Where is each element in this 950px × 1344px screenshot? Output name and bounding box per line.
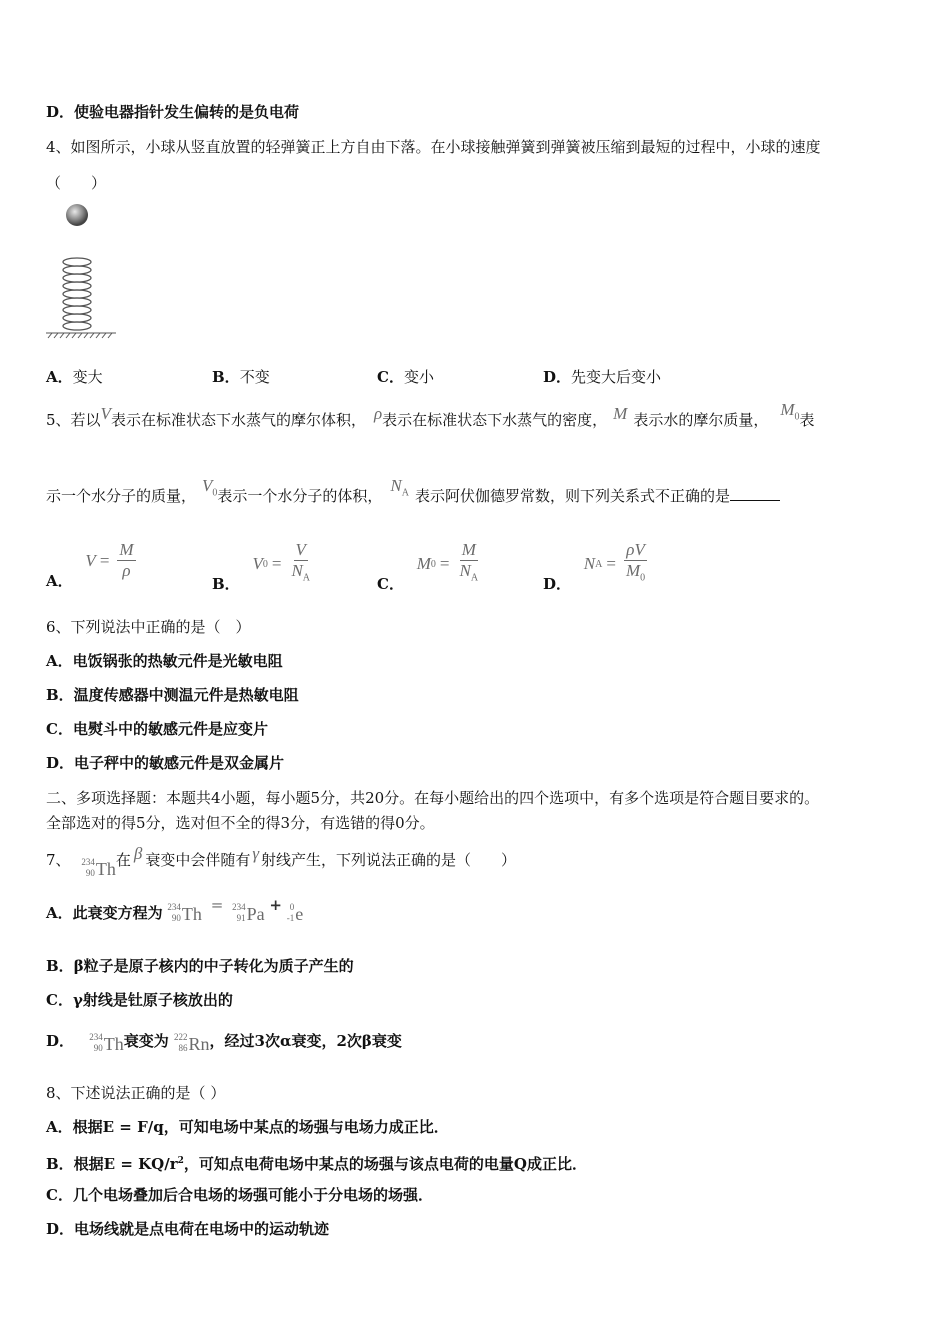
q7-option-c[interactable]: C．γ射线是钍原子核放出的 xyxy=(46,991,233,1009)
section2-heading-line1: 二、多项选择题：本题共4小题，每小题5分，共20分。在每小题给出的四个选项中，有多个选项是符合题目要求的。 xyxy=(46,789,820,807)
q8-option-c[interactable]: C．几个电场叠加后合电场的场强可能小于分电场的场强． xyxy=(46,1186,433,1204)
q4-stem: 4、如图所示，小球从竖直放置的轻弹簧正上方自由下落。在小球接触弹簧到弹簧被压缩到最短的过程中，小球的速度 xyxy=(46,138,821,156)
q5-option-d[interactable]: D． N A = $\frac{\rho V}{M_0}$ xyxy=(543,540,646,594)
q4-option-c[interactable]: C．变小 xyxy=(377,368,434,386)
q5-option-a[interactable]: A． V = $\frac{M}{\rho}$ xyxy=(46,540,134,590)
symbol-m0: $M_0$ xyxy=(780,400,800,423)
nuclide-th-d: 234 90 Th xyxy=(89,1032,124,1054)
q6-option-d[interactable]: D．电子秤中的敏感元件是双金属片 xyxy=(46,754,285,772)
q4-options xyxy=(46,366,766,390)
q6-stem: 6、下列说法中正确的是（ ） xyxy=(46,618,251,636)
q5-stem-line1: 5、若以V表示在标准状态下水蒸气的摩尔体积， ρ表示在标准状态下水蒸气的密度， M 表示水的摩尔质量，$M_0$表 xyxy=(46,400,815,429)
nuclide-rn: 222 86 Rn xyxy=(174,1032,210,1054)
ground-icon xyxy=(46,333,116,338)
q8-option-b[interactable]: B．根据$E = KQ/r^2$，可知点电荷电场中某点的场强与该点电荷的电量Q成正比． xyxy=(46,1155,587,1173)
q8-option-a[interactable]: A．根据E = F/q，可知电场中某点的场强与电场力成正比． xyxy=(46,1118,449,1136)
q7-stem: 7、 234 90 Th 在 β 衰变中会伴随有 γ 射线产生，下列说法正确的是（ ） xyxy=(46,846,516,874)
q6-option-c[interactable]: C．电熨斗中的敏感元件是应变片 xyxy=(46,720,268,738)
symbol-v0: $V_0$ xyxy=(202,476,218,499)
ball-icon xyxy=(66,204,88,226)
q3-option-d: D．使验电器指针发生偏转的是负电荷 xyxy=(46,103,300,121)
q4-option-a[interactable]: A．变大 xyxy=(46,368,103,386)
q5-stem-line2: 示一个水分子的质量，$V_0$表示一个水分子的体积，$N_A$ 表示阿伏伽德罗常数，则下列关系式不正确的是 xyxy=(46,486,780,513)
q7-option-a[interactable]: A．此衰变方程为 234 90 Th = 234 91 Pa + 0 -1 e xyxy=(46,896,304,924)
symbol-rho: ρ xyxy=(373,404,383,423)
q4-option-b[interactable]: B．不变 xyxy=(212,368,270,386)
answer-blank[interactable] xyxy=(730,486,780,501)
equation-pa: 234 91 Pa xyxy=(232,902,265,924)
q5-options xyxy=(46,540,766,594)
symbol-m: M xyxy=(613,404,628,423)
equation-electron: 0 -1 e xyxy=(286,902,304,924)
equation-th: 234 90 Th xyxy=(167,902,202,924)
q4-option-d[interactable]: D．先变大后变小 xyxy=(543,368,662,386)
spring-icon xyxy=(63,258,91,330)
q5-option-c[interactable]: C． M 0 = $\frac{M}{N_A}$ xyxy=(377,540,479,594)
q8-stem: 8、下述说法正确的是（ ） xyxy=(46,1084,226,1102)
symbol-na: $N_A$ xyxy=(390,476,409,499)
section2-heading-line2: 全部选对的得5分，选对但不全的得3分，有选错的得0分。 xyxy=(46,814,435,832)
nuclide-th: 234 90 Th xyxy=(81,857,116,879)
symbol-beta: β xyxy=(133,844,143,863)
q6-option-a[interactable]: A．电饭锅张的热敏元件是光敏电阻 xyxy=(46,652,283,670)
q8-option-d[interactable]: D．电场线就是点电荷在电场中的运动轨迹 xyxy=(46,1220,330,1238)
q7-option-d[interactable]: D． 234 90 Th 衰变为 222 86 Rn ，经过3次α衰变，2次β衰变 xyxy=(46,1032,402,1054)
q5-option-b[interactable]: B． V 0 = $\frac{V}{N_A}$ xyxy=(212,540,311,594)
q7-option-b[interactable]: B．β粒子是原子核内的中子转化为质子产生的 xyxy=(46,957,354,975)
ball-spring-figure xyxy=(44,200,124,340)
q6-option-b[interactable]: B．温度传感器中测温元件是热敏电阻 xyxy=(46,686,299,704)
q4-paren: （ ） xyxy=(46,174,107,192)
symbol-gamma: γ xyxy=(252,844,260,863)
symbol-v: V xyxy=(100,404,111,423)
